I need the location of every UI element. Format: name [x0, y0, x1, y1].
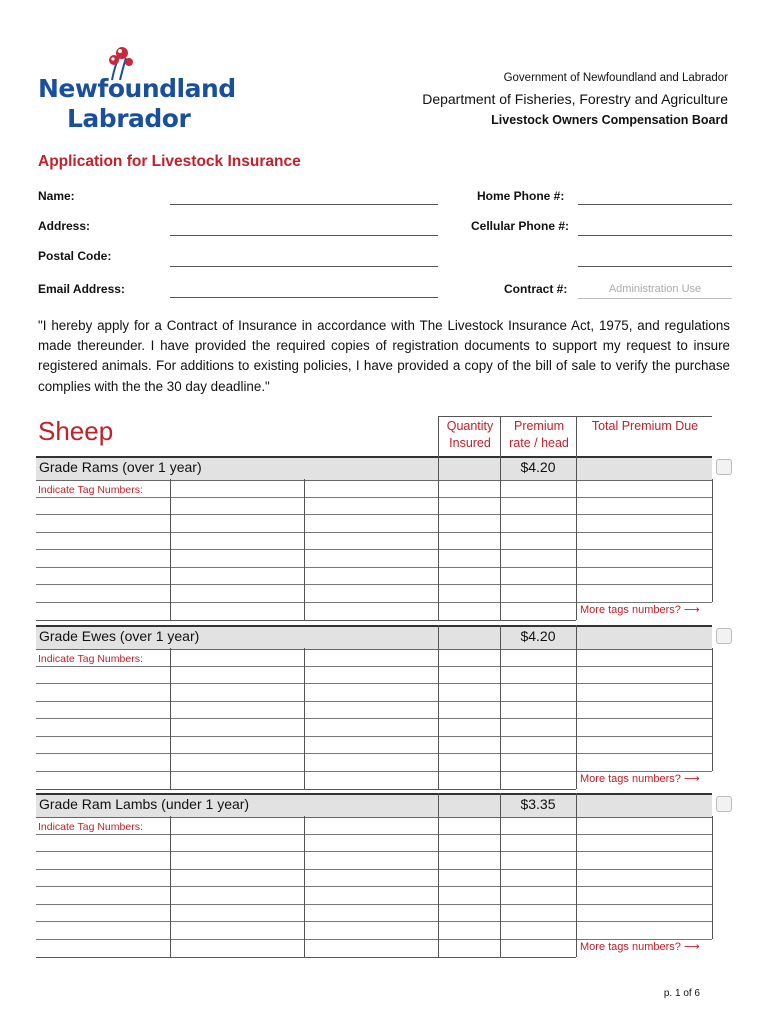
- more-tags-label[interactable]: More tags numbers?: [580, 773, 681, 785]
- tag-grid-line: [36, 532, 712, 533]
- extra-blank-field[interactable]: [578, 266, 732, 267]
- section-title: Sheep: [38, 416, 114, 446]
- tag-grid-column: [304, 816, 305, 957]
- tag-grid-column: [712, 648, 713, 771]
- logo-text-labrador: Labrador: [67, 104, 191, 133]
- address-label: Address:: [38, 219, 91, 233]
- column-divider: [576, 625, 577, 648]
- premium-rate: $4.20: [520, 628, 556, 644]
- row-checkbox[interactable]: [716, 628, 732, 644]
- email-field[interactable]: [170, 297, 438, 298]
- tag-grid-column: [576, 816, 577, 957]
- tag-grid-line: [36, 567, 712, 568]
- arrow-right-icon: ⟶: [680, 941, 700, 953]
- tag-grid-column: [170, 648, 171, 789]
- tag-grid-line: [36, 701, 712, 702]
- tag-grid-column: [576, 479, 577, 620]
- header-divider: [576, 416, 577, 456]
- tag-grid-line: [36, 718, 712, 719]
- tag-grid-line: [36, 957, 576, 958]
- tag-grid-line: [36, 514, 712, 515]
- column-divider: [438, 456, 439, 479]
- col-total-header: Total Premium Due: [591, 419, 699, 433]
- premium-rate: $4.20: [520, 459, 556, 475]
- tag-grid-line: [36, 789, 576, 790]
- name-label: Name:: [38, 189, 75, 203]
- tag-grid-line: [36, 921, 712, 922]
- header-government: Government of Newfoundland and Labrador: [503, 72, 728, 84]
- livestock-row-label: Grade Ram Lambs (under 1 year): [39, 796, 250, 812]
- more-tags-link[interactable]: [580, 772, 700, 785]
- tag-grid-line: [36, 584, 712, 585]
- arrow-right-icon: ⟶: [680, 604, 700, 616]
- email-label: Email Address:: [38, 282, 125, 296]
- header-department: Department of Fisheries, Forestry and Agriculture: [422, 91, 728, 107]
- cell-phone-field[interactable]: [578, 235, 732, 236]
- column-divider: [576, 793, 577, 816]
- tag-grid-column: [500, 816, 501, 957]
- cell-phone-label: Cellular Phone #:: [471, 219, 570, 233]
- contract-field[interactable]: [578, 298, 732, 299]
- more-tags-link[interactable]: [580, 603, 700, 616]
- tag-numbers-label: Indicate Tag Numbers:: [38, 653, 143, 665]
- tag-numbers-label: Indicate Tag Numbers:: [38, 484, 143, 496]
- tag-grid-column: [304, 479, 305, 620]
- tag-numbers-label: Indicate Tag Numbers:: [38, 821, 143, 833]
- row-checkbox[interactable]: [716, 796, 732, 812]
- header-divider: [500, 416, 501, 456]
- tag-grid-column: [712, 479, 713, 602]
- name-field[interactable]: [170, 204, 438, 205]
- more-tags-label[interactable]: More tags numbers?: [580, 604, 681, 616]
- tag-grid-line: [36, 869, 712, 870]
- address-field[interactable]: [170, 235, 438, 236]
- row-checkbox[interactable]: [716, 459, 732, 475]
- logo-text-newfoundland: Newfoundland: [38, 74, 236, 103]
- tag-grid-column: [170, 816, 171, 957]
- tag-grid-line: [36, 753, 712, 754]
- column-divider: [500, 625, 501, 648]
- postal-code-label: Postal Code:: [38, 249, 112, 263]
- tag-grid-column: [438, 479, 439, 620]
- tag-grid-column: [500, 648, 501, 789]
- more-tags-label[interactable]: More tags numbers?: [580, 941, 681, 953]
- tag-grid-column: [576, 648, 577, 789]
- tag-grid-line: [36, 666, 712, 667]
- tag-grid-column: [438, 816, 439, 957]
- column-divider: [438, 793, 439, 816]
- declaration-text: "I hereby apply for a Contract of Insurance in accordance with The Livestock Insurance Act, 1975, and regulations made thereunder. I have provided the required copies of registration documents to support my request to insure registered animals. For additions to existing policies, I have provided a copy of the bill of sale to verify the purchase complies with the the 30 day deadline.": [38, 318, 730, 394]
- livestock-row-label: Grade Ewes (over 1 year): [39, 628, 200, 644]
- tag-grid-column: [500, 479, 501, 620]
- tag-grid-column: [304, 648, 305, 789]
- col-quantity-header: Quantity Insured: [446, 419, 494, 450]
- contract-label: Contract #:: [504, 282, 568, 296]
- tag-grid-line: [36, 834, 712, 835]
- tag-grid-column: [712, 816, 713, 939]
- column-divider: [576, 456, 577, 479]
- tag-grid-line: [36, 851, 712, 852]
- tag-grid-column: [170, 479, 171, 620]
- home-phone-label: Home Phone #:: [477, 189, 565, 203]
- contract-placeholder: Administration Use: [608, 283, 702, 295]
- livestock-row-label: Grade Rams (over 1 year): [39, 459, 202, 475]
- header-board: Livestock Owners Compensation Board: [491, 113, 728, 127]
- home-phone-field[interactable]: [578, 204, 732, 205]
- tag-grid-column: [438, 648, 439, 789]
- col-premium-header: Premium rate / head: [509, 419, 569, 450]
- premium-rate: $3.35: [520, 796, 556, 812]
- header-divider: [438, 416, 439, 456]
- more-tags-link[interactable]: [580, 940, 700, 953]
- tag-grid-line: [36, 620, 576, 621]
- header-top-rule: [438, 416, 712, 417]
- form-title: Application for Livestock Insurance: [38, 153, 301, 170]
- tag-grid-line: [36, 683, 712, 684]
- column-divider: [500, 793, 501, 816]
- page-number: p. 1 of 6: [663, 988, 700, 999]
- column-divider: [438, 625, 439, 648]
- arrow-right-icon: ⟶: [680, 773, 700, 785]
- tag-grid-line: [36, 549, 712, 550]
- postal-code-field[interactable]: [170, 266, 438, 267]
- tag-grid-line: [36, 497, 712, 498]
- tag-grid-line: [36, 736, 712, 737]
- tag-grid-line: [36, 904, 712, 905]
- tag-grid-line: [36, 886, 712, 887]
- column-divider: [500, 456, 501, 479]
